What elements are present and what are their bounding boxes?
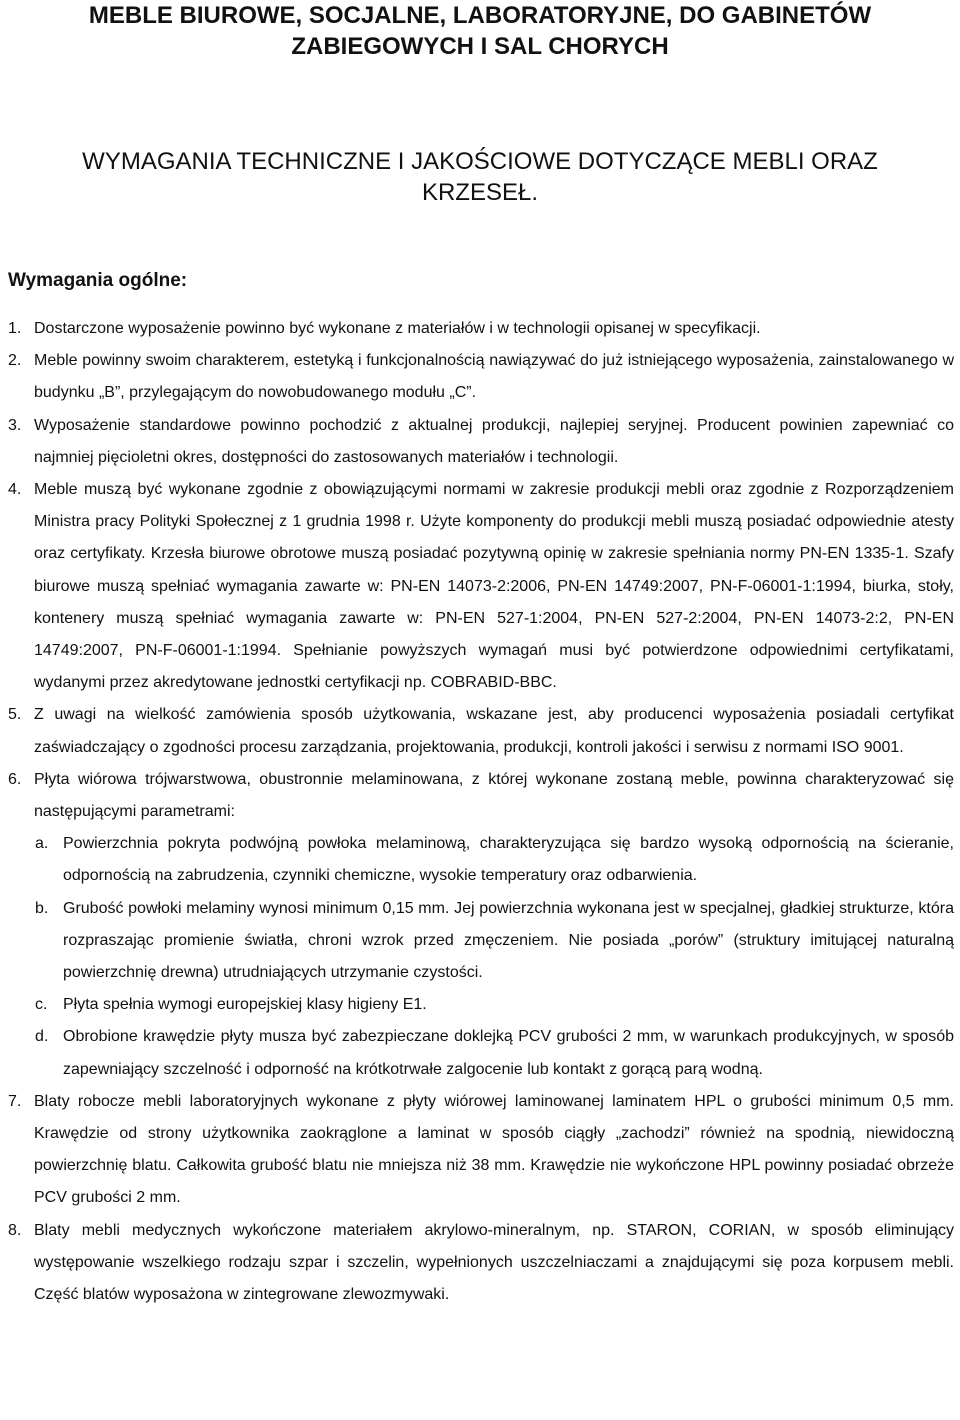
sub-list-item-letter: a. bbox=[35, 835, 49, 853]
list-item-number: 3. bbox=[8, 416, 22, 434]
sub-list-item bbox=[0, 989, 960, 1021]
document-title bbox=[0, 0, 960, 62]
list-item-number: 4. bbox=[8, 481, 22, 499]
list-item bbox=[0, 1086, 960, 1215]
list-item-text: Płyta wiórowa trójwarstwowa, obustronnie melaminowana, z której wykonane zostaną meble, powinna charakteryzować się następującymi parametrami: bbox=[34, 770, 954, 821]
list-item bbox=[0, 764, 960, 828]
list-item-text: Wyposażenie standardowe powinno pochodzić z aktualnej produkcji, najlepiej seryjnej. Producent powinien zapewniać co najmniej pięcioletni okres, dostępności do zastosowanych materiałów i technologii. bbox=[34, 416, 954, 466]
list-item-number: 5. bbox=[8, 706, 22, 724]
sub-list-item bbox=[0, 828, 960, 892]
document-subtitle-line-2: KRZESEŁ. bbox=[421, 179, 539, 206]
list-item bbox=[0, 1215, 960, 1312]
document-title-line-2: ZABIEGOWYCH I SAL CHORYCH bbox=[291, 33, 669, 60]
document-subtitle bbox=[0, 146, 960, 208]
sub-list-item-text: Powierzchnia pokryta podwójną powłoka melaminową, charakteryzująca się bardzo wysoką odpornością na ścieranie, odpornością na zabrudzenia, czynniki chemiczne, wysokie temperatury oraz odbarwienia. bbox=[63, 835, 954, 885]
list-item-number: 7. bbox=[8, 1092, 22, 1110]
sub-list-item-letter: b. bbox=[35, 899, 49, 917]
list-item-text: Meble muszą być wykonane zgodnie z obowiązującymi normami w zakresie produkcji mebli oraz zgodnie z Rozporządzeniem Ministra pracy Polityki Społecznej z 1 grudnia 1998 r. Użyte komponenty do produkcji mebli muszą posiadać odpowiednie atesty oraz certyfikaty. Krzesła biurowe obrotowe muszą posiadać pozytywną opinię w zakresie spełniania normy PN-EN 1335-1. Szafy biurowe muszą spełniać wymagania zawarte w: PN-EN 14073-2:2006, PN-EN 14749:2007, PN-F-06001-1:1994, biurka, stoły, kontenery muszą spełniać wymagania zawarte w: PN-EN 527-1:2004, PN-EN 527-2:2004, PN-EN 14073-2:2, PN-EN 14749:2007, PN-F-06001-1:1994. Spełnianie powyższych wymagań musi być potwierdzone odpowiednimi certyfikatami, wydanymi przez akredytowane jednostki certyfikacji np. COBRABID-BBC. bbox=[34, 481, 954, 692]
list-item-number: 8. bbox=[8, 1221, 22, 1239]
list-item-text: Z uwagi na wielkość zamówienia sposób użytkowania, wskazane jest, aby producenci wyposażenia posiadali certyfikat zaświadczający o zgodności procesu zarządzania, projektowania, produkcji, kontroli jakości i serwisu z normami ISO 9001. bbox=[34, 706, 954, 756]
section-heading: Wymagania ogólne: bbox=[8, 270, 188, 291]
sub-list-item bbox=[0, 1021, 960, 1085]
sub-list-item-text: Grubość powłoki melaminy wynosi minimum 0,15 mm. Jej powierzchnia wykonana jest w specjalnej, gładkiej strukturze, która rozpraszając promienie światła, chroni wzrok przed zmęczeniem. Nie posiada „porów” (struktury imitującej naturalną powierzchnię drewna) utrudniających utrzymanie czystości. bbox=[63, 899, 954, 982]
list-item bbox=[0, 474, 960, 699]
list-item bbox=[0, 410, 960, 474]
document-subtitle-line-1: WYMAGANIA TECHNICZNE I JAKOŚCIOWE DOTYCZĄCE MEBLI ORAZ bbox=[82, 148, 878, 175]
list-item-number: 6. bbox=[8, 770, 22, 788]
document-title-line-1: MEBLE BIUROWE, SOCJALNE, LABORATORYJNE, DO GABINETÓW bbox=[88, 2, 872, 29]
list-item-text: Blaty mebli medycznych wykończone materiałem akrylowo-mineralnym, np. STARON, CORIAN, w sposób eliminujący występowanie wszelkiego rodzaju szpar i szczelin, wypełnionych uszczelniaczami a znajdującymi się poza korpusem mebli. Część blatów wyposażona w zintegrowane zlewozmywaki. bbox=[34, 1221, 954, 1304]
list-item bbox=[0, 699, 960, 763]
sub-list-item-letter: c. bbox=[35, 996, 48, 1014]
list-item-number: 1. bbox=[8, 320, 22, 337]
sub-list-item-text: Obrobione krawędzie płyty musza być zabezpieczane doklejką PCV grubości 2 mm, w warunkach produkcyjnych, w sposób zapewniający szczelność i odporność na krótkotrwałe zalgocenie lub kontakt z gorącą parą wodną. bbox=[63, 1028, 954, 1078]
list-item-text: Meble powinny swoim charakterem, estetyką i funkcjonalnością nawiązywać do już istniejącego wyposażenia, zainstalowanego w budynku „B”, przylegającym do nowobudowanego modułu „C”. bbox=[34, 352, 954, 402]
list-item bbox=[0, 313, 960, 345]
list-item-text: Dostarczone wyposażenie powinno być wykonane z materiałów i w technologii opisanej w specyfikacji. bbox=[34, 320, 761, 337]
sub-list-item bbox=[0, 893, 960, 990]
list-item bbox=[0, 345, 960, 409]
list-item-number: 2. bbox=[8, 352, 22, 370]
requirements-list bbox=[0, 313, 960, 1311]
sub-list-item-letter: d. bbox=[35, 1028, 49, 1046]
sub-list-item-text: Płyta spełnia wymogi europejskiej klasy higieny E1. bbox=[63, 996, 427, 1014]
list-item-text: Blaty robocze mebli laboratoryjnych wykonane z płyty wiórowej laminowanej laminatem HPL o grubości minimum 0,5 mm. Krawędzie od strony użytkownika zaokrąglone a laminat w sposób ciągły „zachodzi” również na spodnią, niewidoczną powierzchnię blatu. Całkowita grubość blatu nie mniejsza niż 38 mm. Krawędzie nie wykończone HPL powinny posiadać obrzeże PCV grubości 2 mm. bbox=[34, 1092, 954, 1207]
